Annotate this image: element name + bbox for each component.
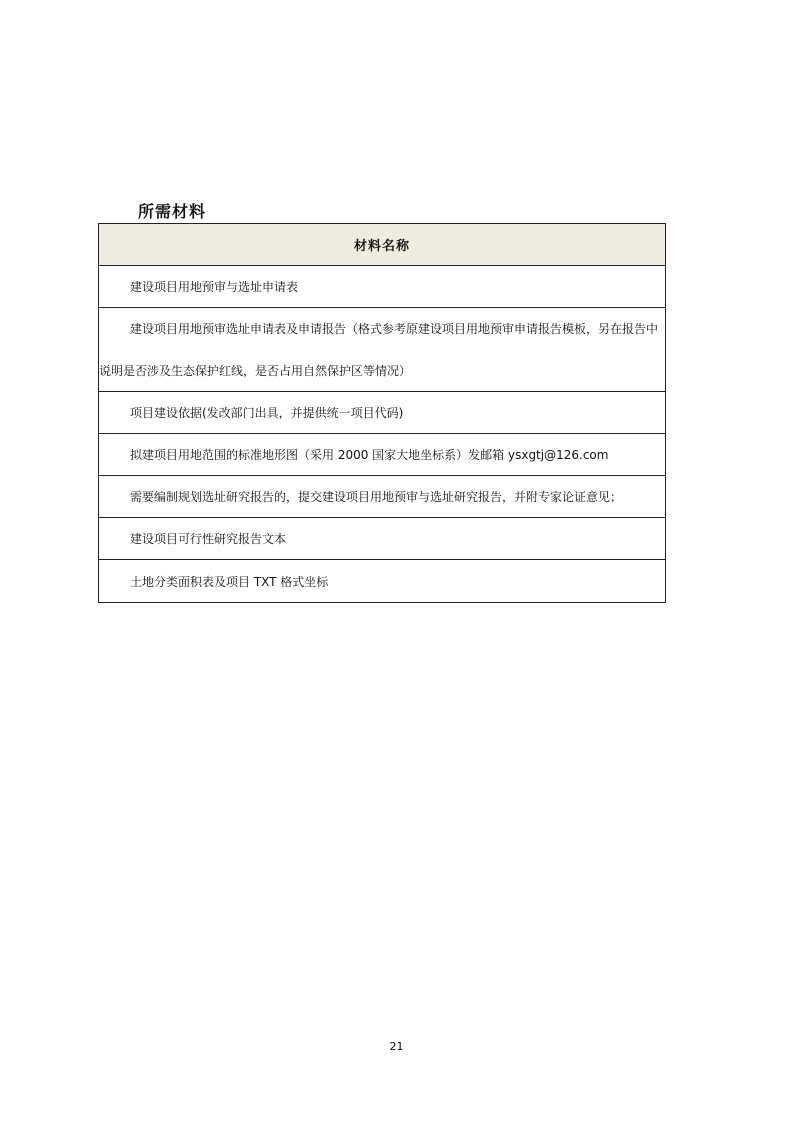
materials-table xyxy=(98,223,666,603)
row-text: 建设项目可行性研究报告文本 xyxy=(130,532,287,546)
row-text: 项目建设依据(发改部门出具，并提供统一项目代码) xyxy=(130,406,404,420)
row-text: 土地分类面积表及项目 TXT 格式坐标 xyxy=(130,574,329,589)
table-row xyxy=(99,308,665,392)
table-row xyxy=(99,560,665,602)
row-text: 建设项目用地预审与选址申请表 xyxy=(130,280,299,294)
table-row xyxy=(99,266,665,308)
section-title: 所需材料 xyxy=(138,202,207,221)
table-row xyxy=(99,476,665,518)
page-number: 21 xyxy=(389,1040,404,1053)
table-row xyxy=(99,518,665,560)
row-text: 建设项目用地预审选址申请表及申请报告（格式参考原建设项目用地预审申请报告模板，另在报告中说明是否涉及生态保护红线，是否占用自然保护区等情况） xyxy=(99,322,659,378)
row-text: 拟建项目用地范围的标准地形图（采用 2000 国家大地坐标系）发邮箱 ysxgtj@126.com xyxy=(130,448,609,462)
table-row xyxy=(99,392,665,434)
table-row xyxy=(99,434,665,476)
table-header: 材料名称 xyxy=(99,224,665,266)
row-text: 需要编制规划选址研究报告的，提交建设项目用地预审与选址研究报告，并附专家论证意见； xyxy=(130,490,623,504)
